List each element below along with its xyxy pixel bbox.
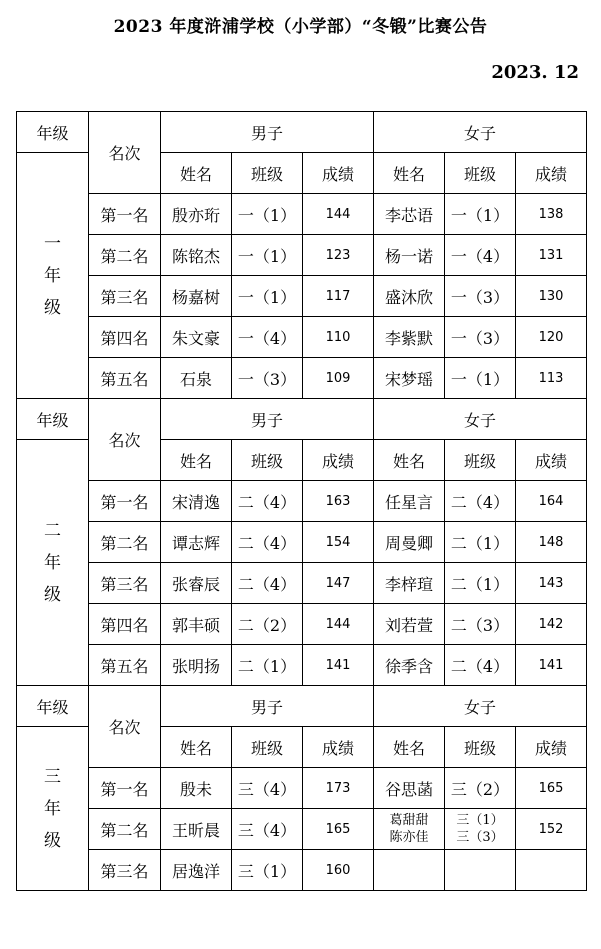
boy-score-cell: 109 <box>303 358 374 399</box>
rank-cell: 第四名 <box>89 604 161 645</box>
rank-cell: 第二名 <box>89 809 161 850</box>
girl-score-cell: 164 <box>516 481 587 522</box>
girl-score-cell: 141 <box>516 645 587 686</box>
results-table <box>16 111 587 891</box>
girl-name-cell: 徐季含 <box>374 645 445 686</box>
grade-header: 年级 <box>17 112 89 153</box>
girls-score-header: 成绩 <box>516 727 587 768</box>
boys-score-header: 成绩 <box>303 727 374 768</box>
girl-name-cell <box>374 850 445 891</box>
boys-class-header: 班级 <box>232 440 303 481</box>
girl-class-cell: 一（1） <box>445 194 516 235</box>
boy-score-cell: 141 <box>303 645 374 686</box>
boy-name-cell: 殷未 <box>161 768 232 809</box>
rank-cell: 第一名 <box>89 481 161 522</box>
girl-name-cell: 杨一诺 <box>374 235 445 276</box>
boy-name-cell: 宋清逸 <box>161 481 232 522</box>
table-row <box>17 358 587 399</box>
girls-header: 女子 <box>374 686 587 727</box>
girl-class-cell: 一（3） <box>445 276 516 317</box>
grade-label: 二 年 级 <box>17 440 89 686</box>
section-header-row <box>17 399 587 440</box>
boys-score-header: 成绩 <box>303 440 374 481</box>
boy-name-cell: 张睿辰 <box>161 563 232 604</box>
boy-score-cell: 117 <box>303 276 374 317</box>
girl-class-cell: 二（4） <box>445 481 516 522</box>
grade-label: 一 年 级 <box>17 153 89 399</box>
rank-cell: 第四名 <box>89 317 161 358</box>
boys-score-header: 成绩 <box>303 153 374 194</box>
table-row <box>17 768 587 809</box>
boy-score-cell: 123 <box>303 235 374 276</box>
boy-class-cell: 三（1） <box>232 850 303 891</box>
girl-score-cell: 120 <box>516 317 587 358</box>
table-row <box>17 563 587 604</box>
rank-cell: 第三名 <box>89 850 161 891</box>
girl-name-cell: 宋梦瑶 <box>374 358 445 399</box>
table-row <box>17 850 587 891</box>
boy-class-cell: 三（4） <box>232 768 303 809</box>
girl-score-cell: 143 <box>516 563 587 604</box>
boy-class-cell: 二（4） <box>232 563 303 604</box>
boy-score-cell: 144 <box>303 194 374 235</box>
boy-name-cell: 陈铭杰 <box>161 235 232 276</box>
boy-name-cell: 张明扬 <box>161 645 232 686</box>
girl-score-cell: 130 <box>516 276 587 317</box>
girl-name-cell: 谷思菡 <box>374 768 445 809</box>
grade-label: 三 年 级 <box>17 727 89 891</box>
boy-name-cell: 王昕晨 <box>161 809 232 850</box>
girl-class-cell <box>445 850 516 891</box>
girl-name-cell: 李芯语 <box>374 194 445 235</box>
table-row <box>17 194 587 235</box>
girl-class-cell: 一（4） <box>445 235 516 276</box>
table-row <box>17 645 587 686</box>
table-row <box>17 317 587 358</box>
girls-header: 女子 <box>374 112 587 153</box>
table-row <box>17 235 587 276</box>
girl-name-cell <box>374 809 445 850</box>
rank-cell: 第二名 <box>89 522 161 563</box>
girl-class-cell: 二（1） <box>445 522 516 563</box>
girl-class-cell: 一（1） <box>445 358 516 399</box>
rank-header: 名次 <box>89 112 161 194</box>
boy-name-cell: 殷亦珩 <box>161 194 232 235</box>
girl-name-cell: 任星言 <box>374 481 445 522</box>
boy-score-cell: 163 <box>303 481 374 522</box>
boys-header: 男子 <box>161 112 374 153</box>
boy-score-cell: 160 <box>303 850 374 891</box>
section-header-row <box>17 686 587 727</box>
boy-class-cell: 一（1） <box>232 235 303 276</box>
girl-class-cell: 一（3） <box>445 317 516 358</box>
girls-class-header: 班级 <box>445 440 516 481</box>
boy-class-cell: 二（4） <box>232 522 303 563</box>
boy-name-cell: 郭丰硕 <box>161 604 232 645</box>
girl-name-cell: 周曼卿 <box>374 522 445 563</box>
boys-name-header: 姓名 <box>161 440 232 481</box>
announcement-date: 2023. 12 <box>491 62 579 83</box>
boy-name-cell: 居逸洋 <box>161 850 232 891</box>
girl-name-line: 葛甜甜 <box>389 813 429 828</box>
girl-name-line: 陈亦佳 <box>389 830 429 845</box>
table-row <box>17 809 587 850</box>
rank-header: 名次 <box>89 686 161 768</box>
boy-name-cell: 杨嘉树 <box>161 276 232 317</box>
table-row <box>17 604 587 645</box>
boys-name-header: 姓名 <box>161 727 232 768</box>
grade-header: 年级 <box>17 686 89 727</box>
girl-score-cell: 152 <box>516 809 587 850</box>
girl-name-cell: 盛沐欣 <box>374 276 445 317</box>
boy-score-cell: 154 <box>303 522 374 563</box>
girl-class-cell <box>445 809 516 850</box>
boy-score-cell: 110 <box>303 317 374 358</box>
girls-class-header: 班级 <box>445 153 516 194</box>
girl-score-cell <box>516 850 587 891</box>
girls-name-header: 姓名 <box>374 153 445 194</box>
boy-score-cell: 144 <box>303 604 374 645</box>
girls-name-header: 姓名 <box>374 727 445 768</box>
girl-class-line: 三（3） <box>456 830 504 845</box>
boy-name-cell: 谭志辉 <box>161 522 232 563</box>
boys-header: 男子 <box>161 686 374 727</box>
boys-header: 男子 <box>161 399 374 440</box>
rank-cell: 第一名 <box>89 768 161 809</box>
table-row <box>17 522 587 563</box>
boy-name-cell: 朱文豪 <box>161 317 232 358</box>
boy-class-cell: 二（2） <box>232 604 303 645</box>
grade-header: 年级 <box>17 399 89 440</box>
girls-name-header: 姓名 <box>374 440 445 481</box>
rank-cell: 第三名 <box>89 276 161 317</box>
rank-cell: 第五名 <box>89 645 161 686</box>
girl-class-cell: 二（3） <box>445 604 516 645</box>
girls-score-header: 成绩 <box>516 440 587 481</box>
girl-score-cell: 131 <box>516 235 587 276</box>
girl-score-cell: 142 <box>516 604 587 645</box>
table-row <box>17 481 587 522</box>
boy-score-cell: 147 <box>303 563 374 604</box>
boy-score-cell: 173 <box>303 768 374 809</box>
boy-class-cell: 一（3） <box>232 358 303 399</box>
boy-class-cell: 二（4） <box>232 481 303 522</box>
girl-name-cell: 李紫默 <box>374 317 445 358</box>
page-title: 2023 年度浒浦学校（小学部）“冬锻”比赛公告 <box>113 17 488 37</box>
boy-class-cell: 一（1） <box>232 194 303 235</box>
girl-score-cell: 165 <box>516 768 587 809</box>
girl-score-cell: 138 <box>516 194 587 235</box>
boy-class-cell: 一（4） <box>232 317 303 358</box>
boy-class-cell: 一（1） <box>232 276 303 317</box>
section-header-row <box>17 112 587 153</box>
girls-class-header: 班级 <box>445 727 516 768</box>
rank-cell: 第三名 <box>89 563 161 604</box>
rank-cell: 第五名 <box>89 358 161 399</box>
girls-header: 女子 <box>374 399 587 440</box>
girl-class-cell: 二（1） <box>445 563 516 604</box>
boy-name-cell: 石泉 <box>161 358 232 399</box>
rank-cell: 第一名 <box>89 194 161 235</box>
girl-class-cell: 二（4） <box>445 645 516 686</box>
girl-score-cell: 113 <box>516 358 587 399</box>
boy-class-cell: 二（1） <box>232 645 303 686</box>
boy-score-cell: 165 <box>303 809 374 850</box>
boy-class-cell: 三（4） <box>232 809 303 850</box>
rank-cell: 第二名 <box>89 235 161 276</box>
boys-class-header: 班级 <box>232 727 303 768</box>
rank-header: 名次 <box>89 399 161 481</box>
table-row <box>17 276 587 317</box>
girl-name-cell: 刘若萱 <box>374 604 445 645</box>
girl-score-cell: 148 <box>516 522 587 563</box>
boys-name-header: 姓名 <box>161 153 232 194</box>
girl-class-line: 三（1） <box>456 813 504 828</box>
girl-name-cell: 李梓瑄 <box>374 563 445 604</box>
boys-class-header: 班级 <box>232 153 303 194</box>
girls-score-header: 成绩 <box>516 153 587 194</box>
girl-class-cell: 三（2） <box>445 768 516 809</box>
